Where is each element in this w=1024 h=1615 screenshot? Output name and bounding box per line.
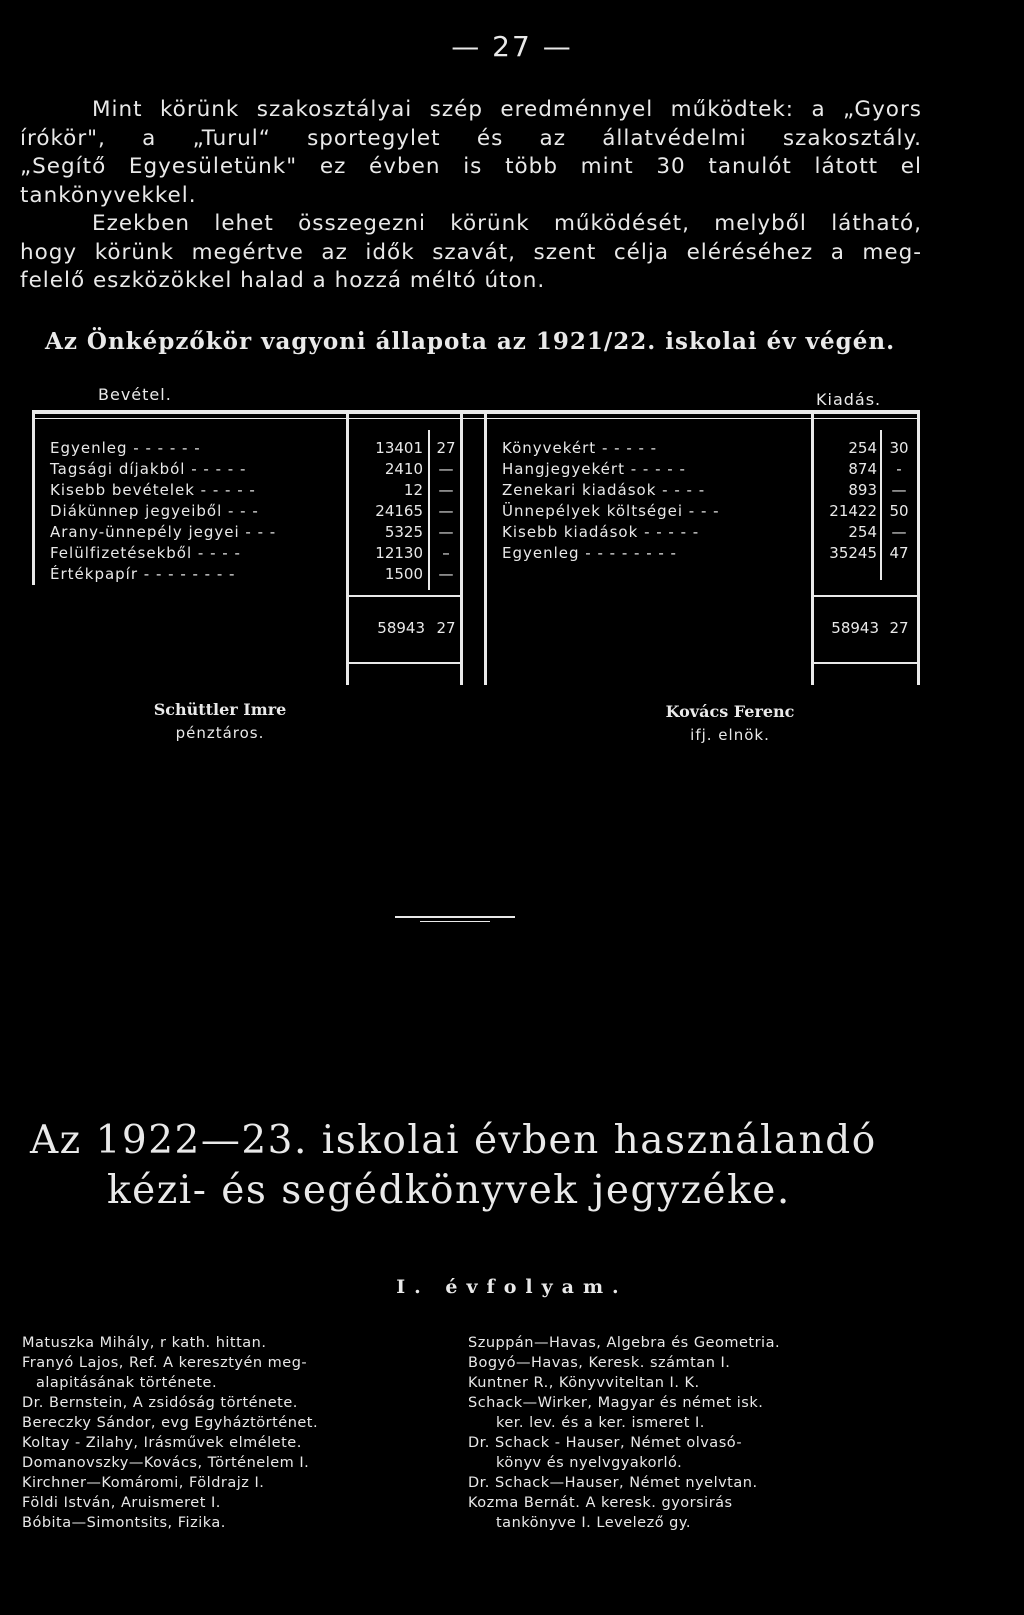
expense-total: 58943: [831, 619, 879, 637]
income-label: Bevétel.: [98, 385, 172, 404]
expense-row-name: Ünnepélyek költségei - - -: [502, 502, 720, 520]
income-row-name: Értékpapír - - - - - - - -: [50, 565, 236, 583]
book-item: Franyó Lajos, Ref. A keresztyén meg-: [22, 1355, 308, 1371]
income-row-fill: –: [442, 544, 450, 562]
expense-total-rule: [811, 662, 917, 664]
book-item: Dr. Schack - Hauser, Német olvasó-: [468, 1435, 743, 1451]
book-item: ker. lev. és a ker. ismeret I.: [496, 1415, 705, 1431]
expense-row-name: Könyvekért - - - - -: [502, 439, 658, 457]
income-row-fill: —: [438, 565, 454, 583]
expense-row-name: Hangjegyekért - - - - -: [502, 460, 686, 478]
intro-paragraph: [20, 96, 922, 296]
expense-row-fill: -: [896, 460, 902, 478]
income-row-name: Felülfizetésekből - - - -: [50, 544, 241, 562]
paragraph-line: tankönyvekkel.: [20, 182, 197, 208]
expense-row-name: Zenekari kiadások - - - -: [502, 481, 706, 499]
income-amount-line: [346, 410, 349, 685]
book-item: Bereczky Sándor, evg Egyháztörténet.: [22, 1415, 319, 1431]
expense-row-fill: —: [891, 481, 907, 499]
top-rule-thin: [32, 418, 920, 419]
income-row-amount: 12130: [375, 544, 423, 562]
expense-row-amount: 254: [848, 439, 877, 457]
paragraph-line: Ezekben lehet összegezni körünk működését, melyből látható,: [92, 211, 922, 236]
expense-sum-rule: [811, 595, 917, 597]
book-item: tankönyve I. Levelező gy.: [496, 1515, 692, 1531]
expense-row-fill: —: [891, 523, 907, 541]
books-right-column: [468, 1333, 780, 1533]
income-row-fill: 27: [436, 439, 456, 457]
book-item: Matuszka Mihály, r kath. hittan.: [22, 1335, 267, 1351]
balance-heading: Az Önképzőkör vagyoni állapota az 1921/22. iskolai év végén.: [45, 328, 896, 355]
book-list-title-line: Az 1922—23. iskolai évben használandó: [30, 1118, 877, 1163]
book-item: Szuppán—Havas, Algebra és Geometria.: [468, 1335, 781, 1351]
expense-row-amount: 35245: [829, 544, 877, 562]
book-item: alapitásának története.: [36, 1375, 218, 1391]
treasurer-name: Schüttler Imre: [153, 700, 287, 719]
income-fill-line: [428, 430, 430, 590]
paragraph-line: felelő eszközökkel halad a hozzá méltó úton.: [20, 268, 546, 293]
top-rule: [32, 410, 920, 414]
expense-amount-line: [811, 410, 814, 685]
book-item: Dr. Bernstein, A zsidóság története.: [22, 1395, 298, 1411]
income-row-amount: 12: [403, 481, 423, 499]
president-name: Kovács Ferenc: [665, 702, 795, 721]
separator-line: [395, 916, 515, 918]
income-row-name: Egyenleg - - - - - -: [50, 439, 201, 457]
book-item: Földi István, Aruismeret I.: [22, 1495, 221, 1511]
book-item: Kuntner R., Könyvviteltan I. K.: [468, 1375, 700, 1391]
treasurer-role: pénztáros.: [175, 724, 265, 742]
income-row-fill: —: [438, 481, 454, 499]
income-row-name: Kisebb bevételek - - - - -: [50, 481, 256, 499]
expense-row-name: Egyenleg - - - - - - - -: [502, 544, 677, 562]
separator-line-short: [420, 921, 490, 922]
book-item: Bóbita—Simontsits, Fizika.: [22, 1515, 226, 1531]
left-border: [32, 410, 35, 585]
paragraph-line: „Segítő Egyesületünk" ez évben is több mint 30 tanulót látott el: [20, 154, 922, 179]
expense-row-fill: 30: [889, 439, 909, 457]
book-item: Domanovszky—Kovács, Történelem I.: [22, 1455, 310, 1471]
book-item: Kozma Bernát. A keresk. gyorsirás: [468, 1495, 733, 1511]
books-left-column: [22, 1333, 318, 1533]
paragraph-line: Mint körünk szakosztályai szép eredménnyel működtek: a „Gyors: [92, 97, 922, 122]
income-row-amount: 24165: [375, 502, 423, 520]
income-row-name: Arany-ünnepély jegyei - - -: [50, 523, 277, 541]
book-item: Schack—Wirker, Magyar és német isk.: [468, 1395, 764, 1411]
income-row-name: Diákünnep jegyeiből - - -: [50, 502, 259, 520]
book-item: Dr. Schack—Hauser, Német nyelvtan.: [468, 1475, 758, 1491]
income-row-fill: —: [438, 523, 454, 541]
president-role: ifj. elnök.: [690, 726, 770, 744]
expense-row-fill: 47: [889, 544, 909, 562]
year-heading: I. évfolyam.: [396, 1276, 628, 1298]
expense-row-fill: 50: [889, 502, 909, 520]
expense-row-amount: 254: [848, 523, 877, 541]
expense-label: Kiadás.: [816, 390, 882, 409]
income-row-amount: 1500: [384, 565, 423, 583]
income-row-fill: —: [438, 460, 454, 478]
expense-fill-line: [880, 430, 882, 580]
income-sum-rule: [346, 595, 460, 597]
expense-row-name: Kisebb kiadások - - - - -: [502, 523, 700, 541]
expense-total-fill: 27: [889, 619, 909, 637]
income-row-amount: 2410: [384, 460, 423, 478]
middle-line-a: [460, 410, 463, 685]
right-border: [917, 410, 920, 685]
page-number: — 27 —: [451, 30, 573, 63]
income-row-fill: —: [438, 502, 454, 520]
book-item: Koltay - Zilahy, Irásművek elmélete.: [22, 1435, 302, 1451]
expense-row-amount: 874: [848, 460, 877, 478]
expense-row-amount: 21422: [829, 502, 877, 520]
income-total-fill: 27: [436, 619, 456, 637]
book-item: Bogyó—Havas, Keresk. számtan I.: [468, 1355, 731, 1371]
income-row-name: Tagsági díjakból - - - - -: [50, 460, 247, 478]
middle-line-b: [484, 410, 487, 685]
expense-row-amount: 893: [848, 481, 877, 499]
book-item: könyv és nyelvgyakorló.: [496, 1455, 683, 1471]
income-row-amount: 5325: [384, 523, 423, 541]
paragraph-line: írókör", a „Turul“ sportegylet és az állatvédelmi szakosztály.: [20, 125, 922, 151]
book-list-title-line: kézi- és segédkönyvek jegyzéke.: [107, 1168, 791, 1213]
income-total: 58943: [377, 619, 425, 637]
income-total-rule: [346, 662, 460, 664]
paragraph-line: hogy körünk megértve az idők szavát, szent célja eléréséhez a meg-: [20, 239, 922, 265]
book-item: Kirchner—Komáromi, Földrajz I.: [22, 1475, 265, 1491]
income-row-amount: 13401: [375, 439, 423, 457]
